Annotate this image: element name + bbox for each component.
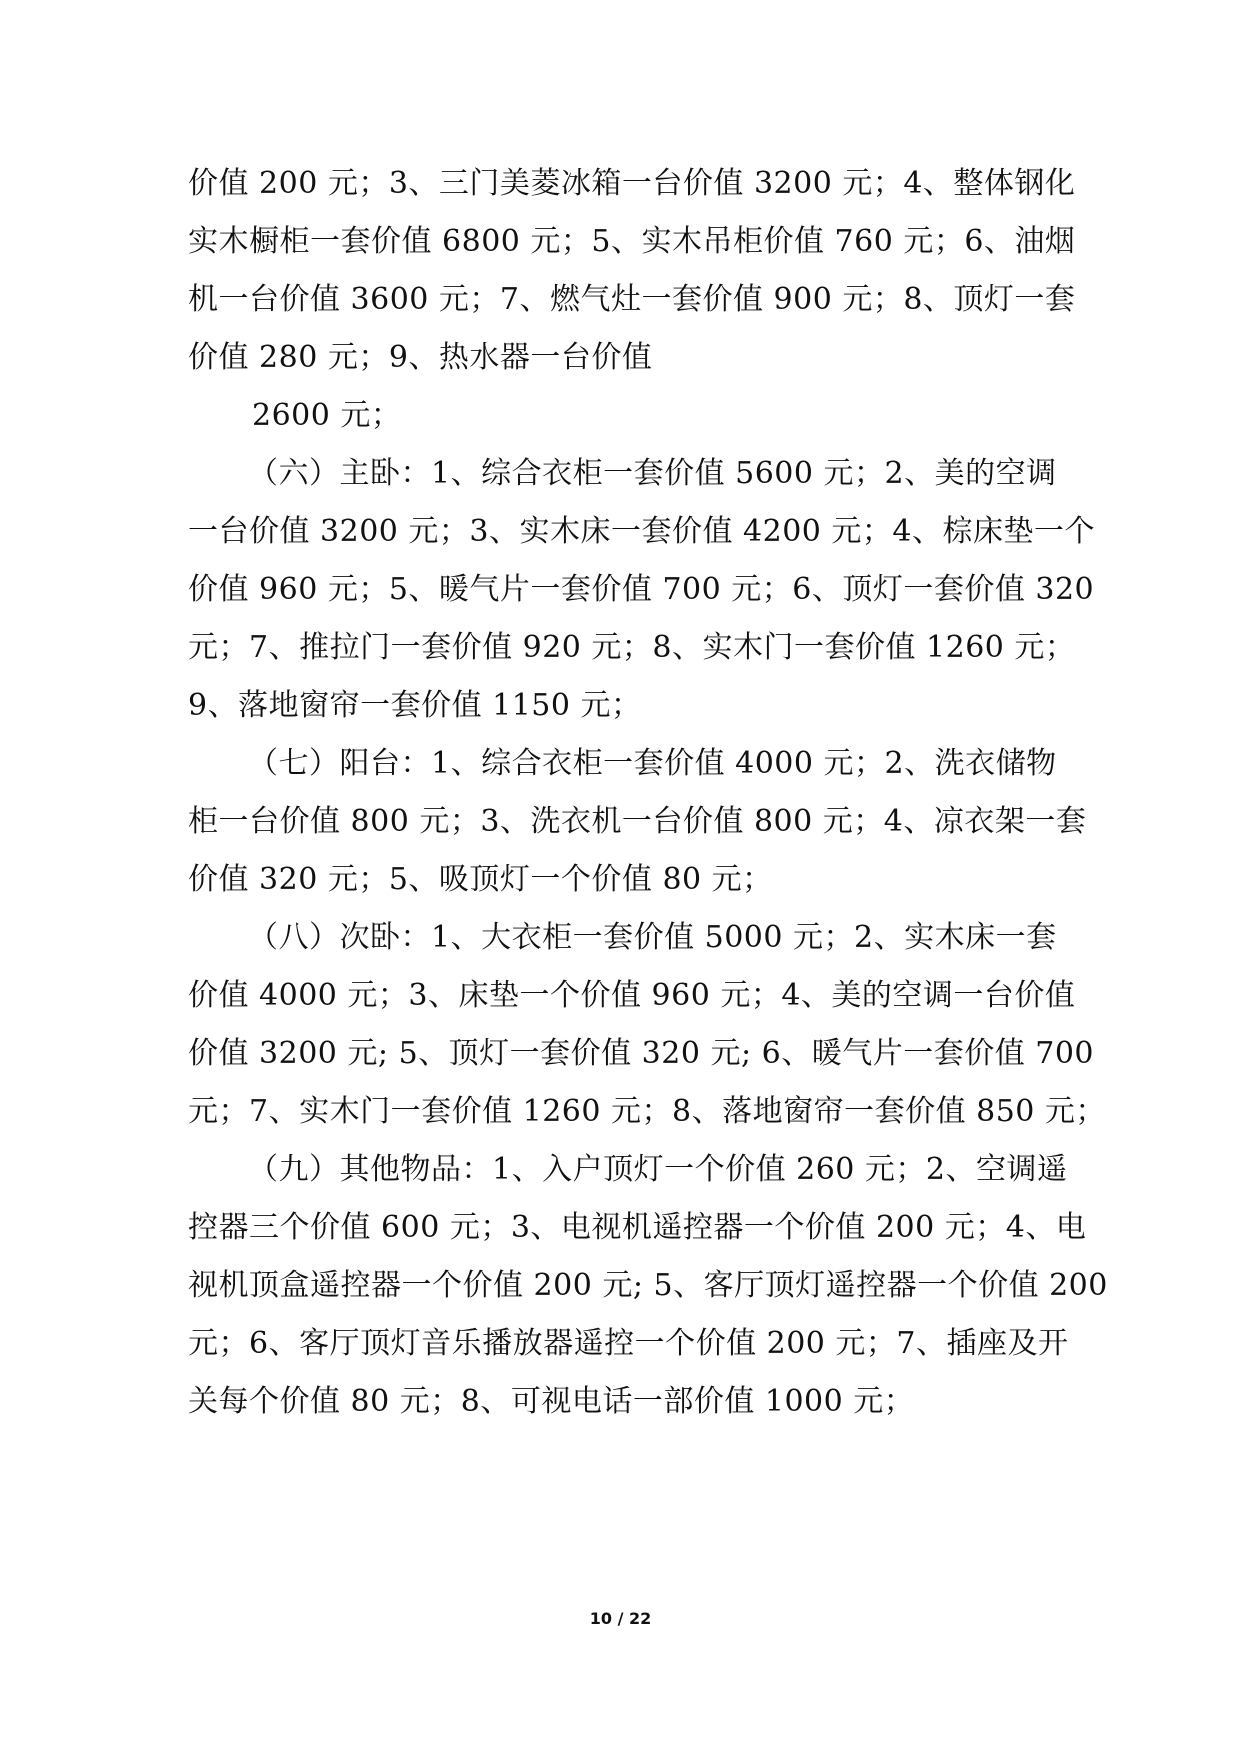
- section-heading-line: （七）阳台：1、综合衣柜一套价值 4000 元；2、洗衣储物: [248, 746, 1057, 781]
- paragraph-line: 元；7、推拉门一套价值 920 元；8、实木门一套价值 1260 元；: [188, 630, 1076, 665]
- paragraph-line: 视机顶盒遥控器一个价值 200 元; 5、客厅顶灯遥控器一个价值 200: [188, 1268, 1108, 1303]
- paragraph-line: 控器三个价值 600 元；3、电视机遥控器一个价值 200 元；4、电: [188, 1210, 1087, 1245]
- paragraph-line: 关每个价值 80 元；8、可视电话一部价值 1000 元；: [188, 1384, 915, 1419]
- section-heading-line: （九）其他物品：1、入户顶灯一个价值 260 元；2、空调遥: [248, 1152, 1068, 1187]
- paragraph-line: 2600 元；: [252, 398, 402, 433]
- paragraph-line: 价值 3200 元; 5、顶灯一套价值 320 元; 6、暖气片一套价值 700: [188, 1036, 1095, 1071]
- paragraph-line: 价值 280 元；9、热水器一台价值: [188, 340, 653, 375]
- paragraph-line: 元；7、实木门一套价值 1260 元；8、落地窗帘一套价值 850 元；: [188, 1094, 1106, 1129]
- paragraph-line: 价值 960 元；5、暖气片一套价值 700 元；6、顶灯一套价值 320: [188, 572, 1095, 607]
- paragraph-line: 价值 320 元；5、吸顶灯一个价值 80 元；: [188, 862, 773, 897]
- paragraph-line: 9、落地窗帘一套价值 1150 元；: [188, 688, 642, 723]
- paragraph-line: 机一台价值 3600 元；7、燃气灶一套价值 900 元；8、顶灯一套: [188, 282, 1076, 317]
- section-heading-line: （八）次卧：1、大衣柜一套价值 5000 元；2、实木床一套: [248, 920, 1057, 955]
- paragraph-line: 元；6、客厅顶灯音乐播放器遥控一个价值 200 元；7、插座及开: [188, 1326, 1069, 1361]
- page-number: 10 / 22: [589, 1609, 652, 1628]
- paragraph-line: 一台价值 3200 元；3、实木床一套价值 4200 元；4、棕床垫一个: [188, 514, 1096, 549]
- paragraph-line: 价值 4000 元；3、床垫一个价值 960 元；4、美的空调一台价值: [188, 978, 1076, 1013]
- paragraph-line: 实木橱柜一套价值 6800 元；5、实木吊柜价值 760 元；6、油烟: [188, 224, 1076, 259]
- paragraph-line: 柜一台价值 800 元；3、洗衣机一台价值 800 元；4、凉衣架一套: [188, 804, 1087, 839]
- paragraph-line: 价值 200 元；3、三门美菱冰箱一台价值 3200 元；4、整体钢化: [188, 166, 1076, 201]
- section-heading-line: （六）主卧：1、综合衣柜一套价值 5600 元；2、美的空调: [248, 456, 1057, 491]
